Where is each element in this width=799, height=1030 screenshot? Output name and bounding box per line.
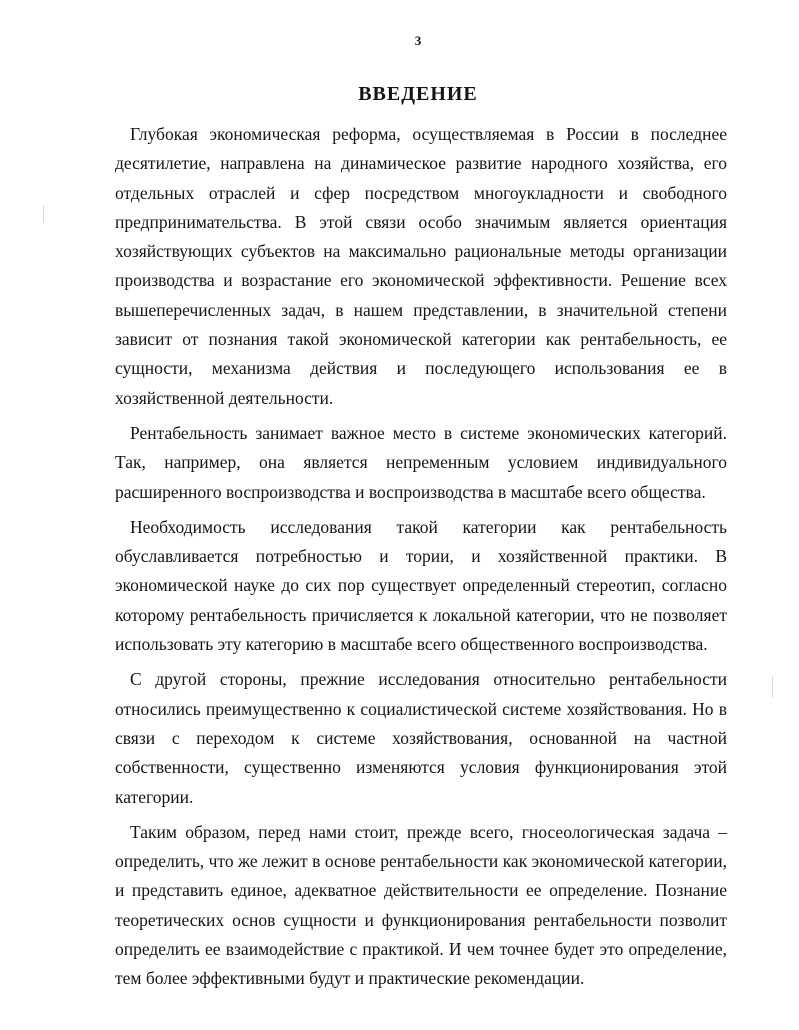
scan-margin-mark-left [43,205,44,223]
scan-margin-mark-right [772,676,773,698]
section-heading: ВВЕДЕНИЕ [358,83,478,105]
paragraph-3: Необходимость исследования такой категории как рентабельность обуславливается потребностью и тории, и хозяйственной практики. В экономической науке до сих пор существует определенный стереотип, согласно которому рентабельность причисляется к локальной категории, что не позволяет использовать эту категорию в масштабе всего общественного воспроизводства. [115,516,727,655]
paragraph-2: Рентабельность занимает важное место в системе экономических категорий. Так, например, она является непременным условием индивидуального расширенного воспроизводства и воспроизводства в масштабе всего общества. [115,422,727,502]
paragraph-5: Таким образом, перед нами стоит, прежде всего, гносеологическая задача – определить, что же лежит в основе рентабельности как экономической категории, и представить единое, адекватное действительности ее определение. Познание теоретических основ сущности и функционирования рентабельности позволит определить ее взаимодействие с практикой. И чем точнее будет это определение, тем более эффективными будут и практические рекомендации. [115,821,727,989]
paragraph-1: Глубокая экономическая реформа, осуществляемая в России в последнее десятилетие, направлена на динамическое развитие народного хозяйства, его отдельных отраслей и сфер посредством многоукладности и свободного предпринимательства. В этой связи особо значимым является ориентация хозяйствующих субъектов на максимально рациональные методы организации производства и возрастание его экономической эффективности. Решение всех вышеперечисленных задач, в нашем представлении, в значительной степени зависит от познания такой экономической категории как рентабельность, ее сущности, механизма действия и последующего использования ее в хозяйственной деятельности. [115,124,727,408]
body-text [115,120,727,1000]
page-number: 3 [414,33,422,48]
paragraph-4: С другой стороны, прежние исследования относительно рентабельности относились преимущественно к социалистической системе хозяйствования. Но в связи с переходом к системе хозяйствования, основанной на частной собственности, существенно изменяются условия функционирования этой категории. [115,669,727,807]
